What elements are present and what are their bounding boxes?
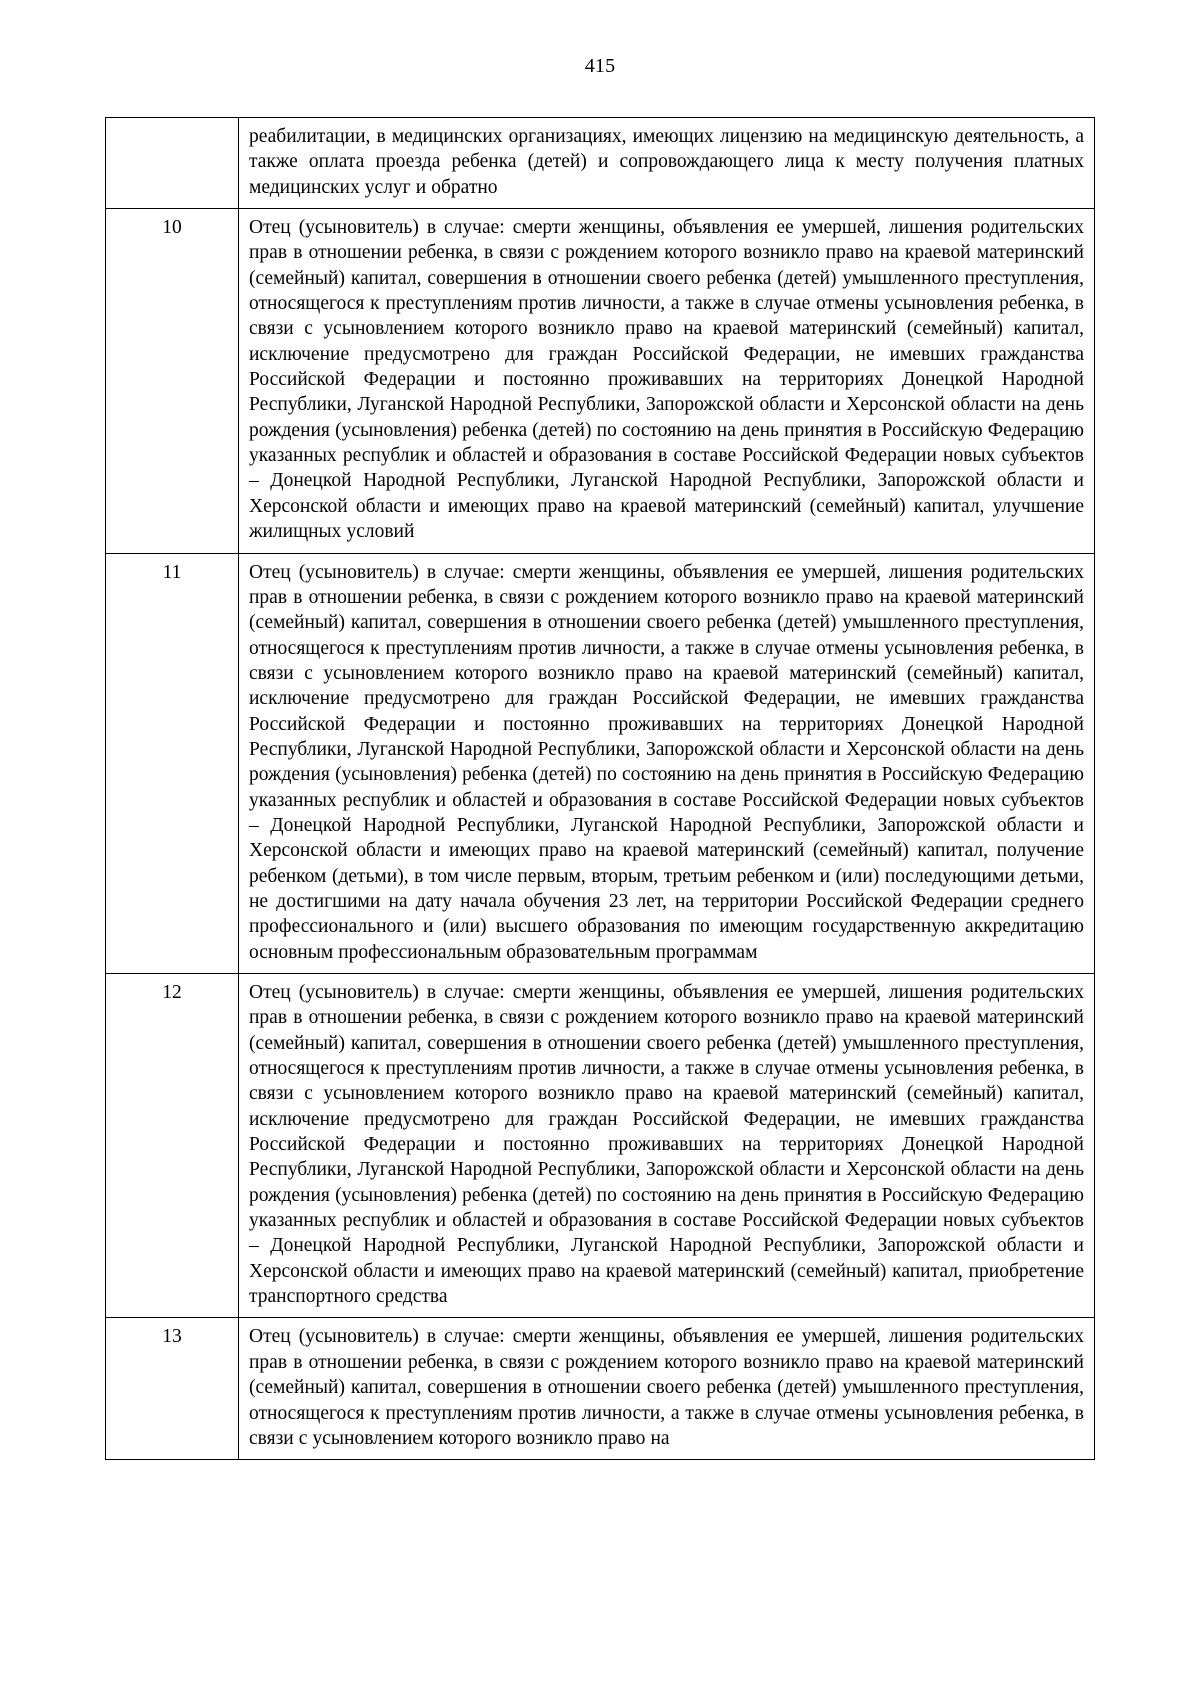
row-text-cell: Отец (усыновитель) в случае: смерти женщины, объявления ее умершей, лишения родительских прав в отношении ребенка, в связи с рождением которого возникло право на краевой материнский (семейный) капитал, совершения в отношении своего ребенка (детей) умышленного преступления, относящегося к преступлениям против личности, а также в случае отмены усыновления ребенка, в связи с усыновлением которого возникло право на краевой материнский (семейный) капитал, исключение предусмотрено для граждан Российской Федерации, не имевших гражданства Российской Федерации и постоянно проживавших на территориях Донецкой Народной Республики, Луганской Народной Республики, Запорожской области и Херсонской области на день рождения (усыновления) ребенка (детей) по состоянию на день принятия в Российскую Федерацию указанных республик и областей и образования в составе Российской Федерации новых субъектов – Донецкой Народной Республики, Луганской Народной Республики, Запорожской области и Херсонской области и имеющих право на краевой материнский (семейный) капитал, улучшение жилищных условий [239,209,1095,553]
row-text-cell: Отец (усыновитель) в случае: смерти женщины, объявления ее умершей, лишения родительских прав в отношении ребенка, в связи с рождением которого возникло право на краевой материнский (семейный) капитал, совершения в отношении своего ребенка (детей) умышленного преступления, относящегося к преступлениям против личности, а также в случае отмены усыновления ребенка, в связи с усыновлением которого возникло право на краевой материнский (семейный) капитал, исключение предусмотрено для граждан Российской Федерации, не имевших гражданства Российской Федерации и постоянно проживавших на территориях Донецкой Народной Республики, Луганской Народной Республики, Запорожской области и Херсонской области на день рождения (усыновления) ребенка (детей) по состоянию на день принятия в Российскую Федерацию указанных республик и областей и образования в составе Российской Федерации новых субъектов – Донецкой Народной Республики, Луганской Народной Республики, Запорожской области и Херсонской области и имеющих право на краевой материнский (семейный) капитал, приобретение транспортного средства [239,974,1095,1318]
row-number-cell: 13 [106,1318,239,1460]
row-text-cell: Отец (усыновитель) в случае: смерти женщины, объявления ее умершей, лишения родительских прав в отношении ребенка, в связи с рождением которого возникло право на краевой материнский (семейный) капитал, совершения в отношении своего ребенка (детей) умышленного преступления, относящегося к преступлениям против личности, а также в случае отмены усыновления ребенка, в связи с усыновлением которого возникло право на краевой материнский (семейный) капитал, исключение предусмотрено для граждан Российской Федерации, не имевших гражданства Российской Федерации и постоянно проживавших на территориях Донецкой Народной Республики, Луганской Народной Республики, Запорожской области и Херсонской области на день рождения (усыновления) ребенка (детей) по состоянию на день принятия в Российскую Федерацию указанных республик и областей и образования в составе Российской Федерации новых субъектов – Донецкой Народной Республики, Луганской Народной Республики, Запорожской области и Херсонской области и имеющих право на краевой материнский (семейный) капитал, получение ребенком (детьми), в том числе первым, вторым, третьим ребенком и (или) последующими детьми, не достигшими на дату начала обучения 23 лет, на территории Российской Федерации среднего профессионального и (или) высшего образования по имеющим государственную аккредитацию основным профессиональным образовательным программам [239,553,1095,974]
row-number-cell: 12 [106,974,239,1318]
table-row [106,1318,1095,1460]
row-number-cell [106,118,239,209]
table-row [106,209,1095,553]
row-number-cell: 10 [106,209,239,553]
beneficiaries-table [105,117,1095,1460]
table-row [106,118,1095,209]
table-row [106,974,1095,1318]
table-row [106,553,1095,974]
page-number: 415 [584,55,616,77]
row-text-cell: реабилитации, в медицинских организациях, имеющих лицензию на медицинскую деятельность, а также оплата проезда ребенка (детей) и сопровождающего лица к месту получения платных медицинских услуг и обратно [239,118,1095,209]
row-number-cell: 11 [106,553,239,974]
row-text-cell: Отец (усыновитель) в случае: смерти женщины, объявления ее умершей, лишения родительских прав в отношении ребенка, в связи с рождением которого возникло право на краевой материнский (семейный) капитал, совершения в отношении своего ребенка (детей) умышленного преступления, относящегося к преступлениям против личности, а также в случае отмены усыновления ребенка, в связи с усыновлением которого возникло право на [239,1318,1095,1460]
table-body [106,118,1095,1460]
